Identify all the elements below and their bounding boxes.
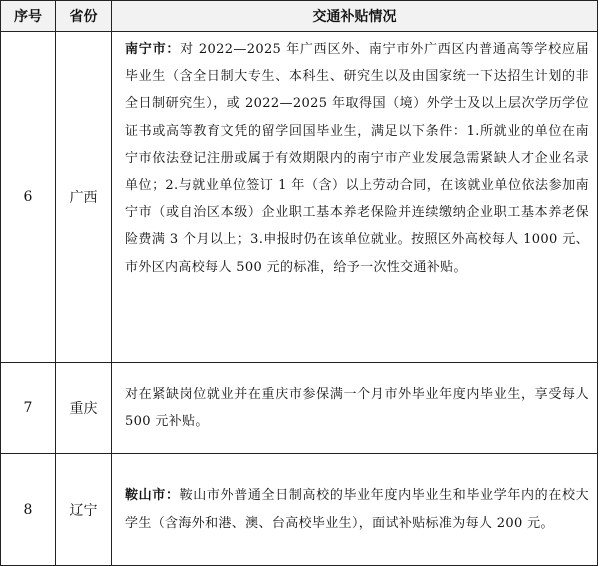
city-label: 南宁市： (125, 42, 181, 57)
row-number: 6 (1, 32, 56, 363)
row-description (112, 32, 598, 363)
header-no: 序号 (1, 1, 56, 32)
row-province: 广西 (56, 32, 112, 363)
city-label: 鞍山市： (125, 488, 180, 504)
row-description (112, 363, 598, 454)
header-description: 交通补贴情况 (112, 1, 598, 32)
row-province: 重庆 (56, 363, 112, 454)
table-row (1, 32, 598, 363)
header-row (1, 1, 598, 32)
row-number: 7 (1, 363, 56, 454)
table-row (1, 454, 598, 566)
description-text: 鞍山市外普通全日制高校的毕业年度内毕业生和毕业学年内的在校大学生（含海外和港、澳、台高校毕业生），面试补贴标准为每人 200 元。 (125, 488, 589, 531)
row-description (112, 454, 598, 566)
description-text: 对 2022—2025 年广西区外、南宁市外广西区内普通高等学校应届毕业生（含全日制大专生、本科生、研究生以及由国家统一下达招生计划的非全日制研究生），或 2022—2025 年取得国（境）外学士及以上层次学历学位证书或高等教育文凭的留学回国毕业生，满足以下条件：1.所就业的单位在南宁市依法登记注册或属于有效期限内的南宁市产业发展急需紧缺人才企业名录单位；2.与就业单位签订 1 年（含）以上劳动合同，在该就业单位依法参加南宁市（或自治区本级）企业职工基本养老保险并连续缴纳企业职工基本养老保险费满 3 个月以上；3.申报时仍在该单位就业。按照区外高校每人 1000 元、市外区内高校每人 500 元的标准，给予一次性交通补贴。 (125, 42, 589, 275)
table-row (1, 363, 598, 454)
description-text: 对在紧缺岗位就业并在重庆市参保满一个月市外毕业年度内毕业生，享受每人 500 元补贴。 (125, 386, 589, 429)
header-province: 省份 (56, 1, 112, 32)
row-province: 辽宁 (56, 454, 112, 566)
row-number: 8 (1, 454, 56, 566)
